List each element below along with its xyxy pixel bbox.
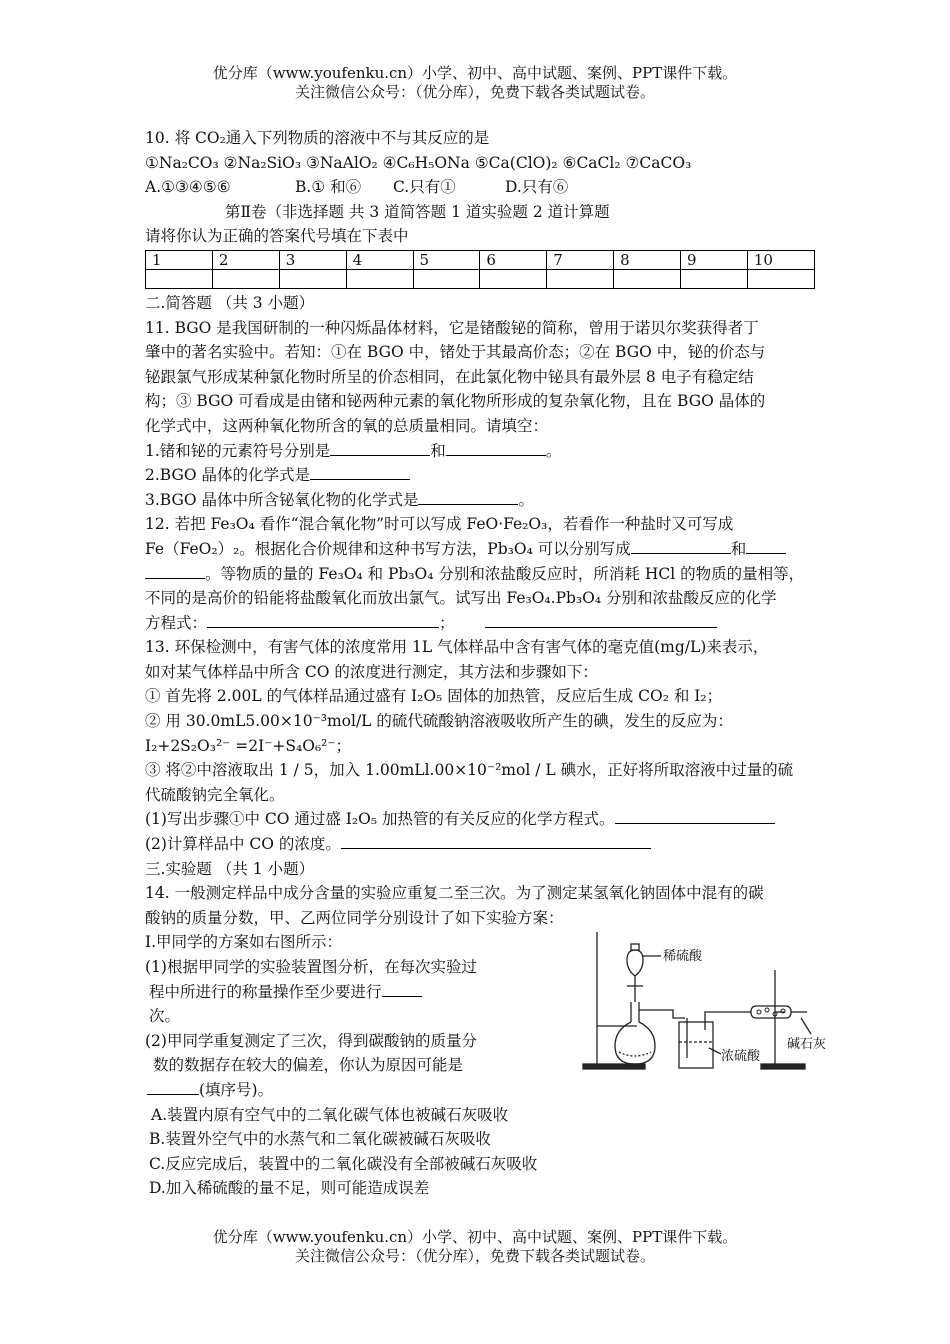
q12-line-5-sep: ； (439, 613, 455, 632)
q11-sub1-end: 。 (545, 441, 562, 460)
header-line-2: 关注微信公众号：（优分库），免费下载各类试题试卷。 (294, 83, 655, 101)
q11-line-5: 化学式中，这两种氧化物所含的氧的总质量相同。请填空： (145, 416, 549, 435)
q10-choice-a: A.①③④⑤⑥ (145, 178, 231, 197)
answer-cell[interactable] (346, 269, 413, 288)
answer-col-4: 4 (346, 250, 413, 269)
answer-col-1: 1 (146, 250, 213, 269)
answer-blank[interactable] (631, 538, 731, 554)
answer-table-input-row (146, 269, 815, 288)
q11-sub-2 (145, 463, 825, 488)
q14-left-text (145, 930, 575, 1102)
q14-experiment-block (145, 930, 825, 1102)
answer-table (145, 250, 815, 289)
q14-line-2: 酸钠的质量分数，甲、乙两位同学分别设计了如下实验方案： (145, 908, 564, 927)
q14-option-b: B.装置外空气中的水蒸气和二氧化碳被碱石灰吸收 (149, 1130, 491, 1149)
q13-step-2: ② 用 30.0mL5.00×10⁻³mol/L 的硫代硫酸钠溶液吸收所产生的碘，发生的反应为： (145, 712, 733, 731)
q14-ask-1a: (1)根据甲同学的实验装置图分析，在每次实验过 (145, 958, 477, 976)
answer-blank[interactable] (382, 981, 422, 997)
q11-sub-3 (145, 488, 825, 513)
page-header (0, 64, 950, 102)
answer-blank[interactable] (746, 538, 786, 554)
answer-cell[interactable] (212, 269, 279, 288)
q14-option-c: C.反应完成后，装置中的二氧化碳没有全部被碱石灰吸收 (149, 1154, 538, 1173)
section3-title: 三.实验题 （共 1 小题） (145, 859, 315, 878)
tube-2 (705, 1012, 751, 1018)
header-line-1: 优分库（www.youfenku.cn）小学、初中、高中试题、案例、PPT课件下载。 (212, 64, 738, 82)
flask-liquid (619, 1052, 651, 1056)
q10-choice-d: D.只有⑥ (505, 178, 569, 197)
answer-col-2: 2 (212, 250, 279, 269)
q12-line-4: 不同的是高价的铅能将盐酸氧化而放出氯气。试写出 Fe₃O₄.Pb₃O₄ 分别和浓盐酸反应的化学 (145, 589, 777, 608)
q14-ask-1c: 次。 (149, 1007, 181, 1026)
answer-blank[interactable] (310, 464, 410, 480)
q14-ask-1b-text: 程中所进行的称量操作至少要进行 (149, 982, 382, 1001)
answer-col-3: 3 (279, 250, 346, 269)
q13-step-3b: 代硫酸钠完全氧化。 (145, 785, 285, 804)
q10-choice-b: B.① 和⑥ (295, 178, 362, 197)
answer-blank[interactable] (341, 833, 651, 849)
answer-blank[interactable] (330, 440, 430, 456)
table-prompt: 请将你认为正确的答案代号填在下表中 (145, 227, 409, 246)
label-lime: 碱石灰 (787, 1037, 827, 1053)
q12-line-3 (145, 562, 825, 587)
q12-line-2 (145, 537, 825, 562)
q13-ask-2 (145, 832, 825, 857)
q13-ask-2-text: (2)计算样品中 CO 的浓度。 (145, 835, 341, 854)
left-stand-base (583, 1064, 645, 1069)
q12-line-5-label: 方程式： (145, 613, 208, 632)
q13-line-2: 如对某气体样品中所含 CO 的浓度进行测定，其方法和步骤如下： (145, 662, 598, 681)
answer-table-header-row (146, 250, 815, 269)
leader-lime (801, 1018, 811, 1034)
q11-line-4: 构；③ BGO 可看成是由锗和铋两种元素的氧化物所形成的复杂氧化物，且在 BGO 晶体的 (145, 392, 766, 411)
wash-bottle (679, 1022, 713, 1068)
footer-line-1: 优分库（www.youfenku.cn）小学、初中、高中试题、案例、PPT课件下载。 (212, 1228, 738, 1246)
q14-ask-2c (145, 1078, 575, 1103)
apparatus-diagram (575, 930, 835, 1088)
q11-sub1-label: 1.锗和铋的元素符号分别是 (145, 441, 331, 460)
q11-line-3: 铋跟氯气形成某种氯化物时所呈的价态相同，在此氯化物中铋具有最外层 8 电子有稳定结 (145, 367, 754, 386)
q13-ask-1 (145, 807, 825, 832)
q11-line-2: 肇中的著名实验中。若知：①在 BGO 中，锗处于其最高价态；②在 BGO 中，铋的价态与 (145, 343, 766, 362)
funnel-bulb (627, 950, 643, 976)
q13-line-1: 13. 环保检测中，有害气体的浓度常用 1L 气体样品中含有害气体的毫克值(mg/L)来表示， (145, 638, 769, 657)
apparatus-svg (575, 930, 835, 1080)
answer-blank[interactable] (207, 612, 439, 628)
answer-cell[interactable] (413, 269, 480, 288)
answer-blank[interactable] (446, 440, 546, 456)
answer-col-5: 5 (413, 250, 480, 269)
q14-plan: I.甲同学的方案如右图所示： (145, 933, 343, 952)
answer-cell[interactable] (747, 269, 814, 288)
answer-blank[interactable] (418, 489, 518, 505)
q12-line-1: 12. 若把 Fe₃O₄ 看作“混合氧化物”时可以写成 FeO·Fe₂O₃，若看作一种盐时又可写成 (145, 515, 734, 534)
answer-blank[interactable] (147, 1079, 199, 1095)
q12-line-5 (145, 611, 825, 636)
part2-title: 第Ⅱ卷（非选择题 共 3 道简答题 1 道实验题 2 道计算题 (225, 202, 610, 221)
right-stand-base (761, 1064, 805, 1069)
q10-choice-c: C.只有① (393, 178, 456, 197)
flask-body (615, 1022, 655, 1064)
answer-col-10: 10 (747, 250, 814, 269)
q11-sub1-and: 和 (430, 441, 446, 460)
answer-cell[interactable] (547, 269, 614, 288)
q13-step-1: ① 首先将 2.00L 的气体样品通过盛有 I₂O₅ 固体的加热管，反应后生成 CO₂ 和 I₂； (145, 687, 723, 706)
q10-stem: 10. 将 CO₂通入下列物质的溶液中不与其反应的是 (145, 129, 490, 147)
label-acid: 稀硫酸 (663, 949, 703, 965)
answer-cell[interactable] (279, 269, 346, 288)
q11-sub3-label: 3.BGO 晶体中所含铋氧化物的化学式是 (145, 490, 419, 509)
answer-cell[interactable] (614, 269, 681, 288)
q14-line-1: 14. 一般测定样品中成分含量的实验应重复二至三次。为了测定某氢氧化钠固体中混有的碳 (145, 884, 764, 903)
answer-blank[interactable] (615, 808, 775, 824)
section2-title: 二.简答题 （共 3 小题） (145, 293, 315, 312)
answer-blank[interactable] (485, 612, 717, 628)
q14-option-d: D.加入稀硫酸的量不足，则可能造成误差 (149, 1179, 430, 1198)
q14-option-a: A.装置内原有空气中的二氧化碳气体也被碱石灰吸收 (151, 1105, 509, 1124)
tube-1 (639, 1010, 685, 1018)
q11-line-1: 11. BGO 是我国研制的一种闪烁晶体材料，它是锗酸铋的简称，曾用于诺贝尔奖获得者丁 (145, 318, 759, 337)
answer-blank[interactable] (145, 563, 205, 579)
q13-step-3a: ③ 将②中溶液取出 1 / 5，加入 1.00mLl.00×10⁻²mol / L 碘水，正好将所取溶液中过量的硫 (145, 761, 794, 780)
q14-ask-1b (145, 980, 575, 1005)
answer-cell[interactable] (146, 269, 213, 288)
q11-sub-1 (145, 439, 825, 464)
q13-equation: I₂+2S₂O₃²⁻ =2I⁻+S₄O₆²⁻； (145, 736, 352, 755)
answer-col-8: 8 (614, 250, 681, 269)
answer-cell[interactable] (480, 269, 547, 288)
answer-cell[interactable] (681, 269, 748, 288)
label-conc: 浓硫酸 (721, 1049, 761, 1065)
q10-choices (145, 175, 825, 200)
q14-ask-2b: 数的数据存在较大的偏差，你认为原因可能是 (153, 1056, 464, 1075)
q14-ask-2c-text: (填序号)。 (199, 1080, 274, 1099)
page-footer (0, 1228, 950, 1266)
q10-options-list: ①Na₂CO₃ ②Na₂SiO₃ ③NaAlO₂ ④C₆H₅ONa ⑤Ca(ClO)₂ ⑥CaCl₂ ⑦CaCO₃ (145, 153, 692, 172)
q12-line-3-text: 。等物质的量的 Fe₃O₄ 和 Pb₃O₄ 分别和浓盐酸反应时，所消耗 HCl 的物质的量相等， (205, 564, 805, 583)
leader-conc (709, 1048, 721, 1054)
exam-content (145, 126, 825, 1201)
answer-col-7: 7 (547, 250, 614, 269)
q12-line-2-text: Fe（FeO₂）₂。根据化合价规律和这种书写方法，Pb₃O₄ 可以分别写成 (145, 539, 631, 558)
footer-line-2: 关注微信公众号：（优分库），免费下载各类试题试卷。 (294, 1247, 655, 1265)
q14-ask-2a: (2)甲同学重复测定了三次，得到碳酸钠的质量分 (145, 1031, 477, 1050)
answer-col-9: 9 (681, 250, 748, 269)
q13-ask-1-text: (1)写出步骤①中 CO 通过盛 I₂O₅ 加热管的有关反应的化学方程式。 (145, 810, 615, 829)
answer-col-6: 6 (480, 250, 547, 269)
q11-sub3-end: 。 (518, 490, 534, 509)
funnel-stopper (631, 944, 639, 950)
q12-line-2-and: 和 (730, 539, 747, 558)
q11-sub2-label: 2.BGO 晶体的化学式是 (145, 466, 310, 485)
